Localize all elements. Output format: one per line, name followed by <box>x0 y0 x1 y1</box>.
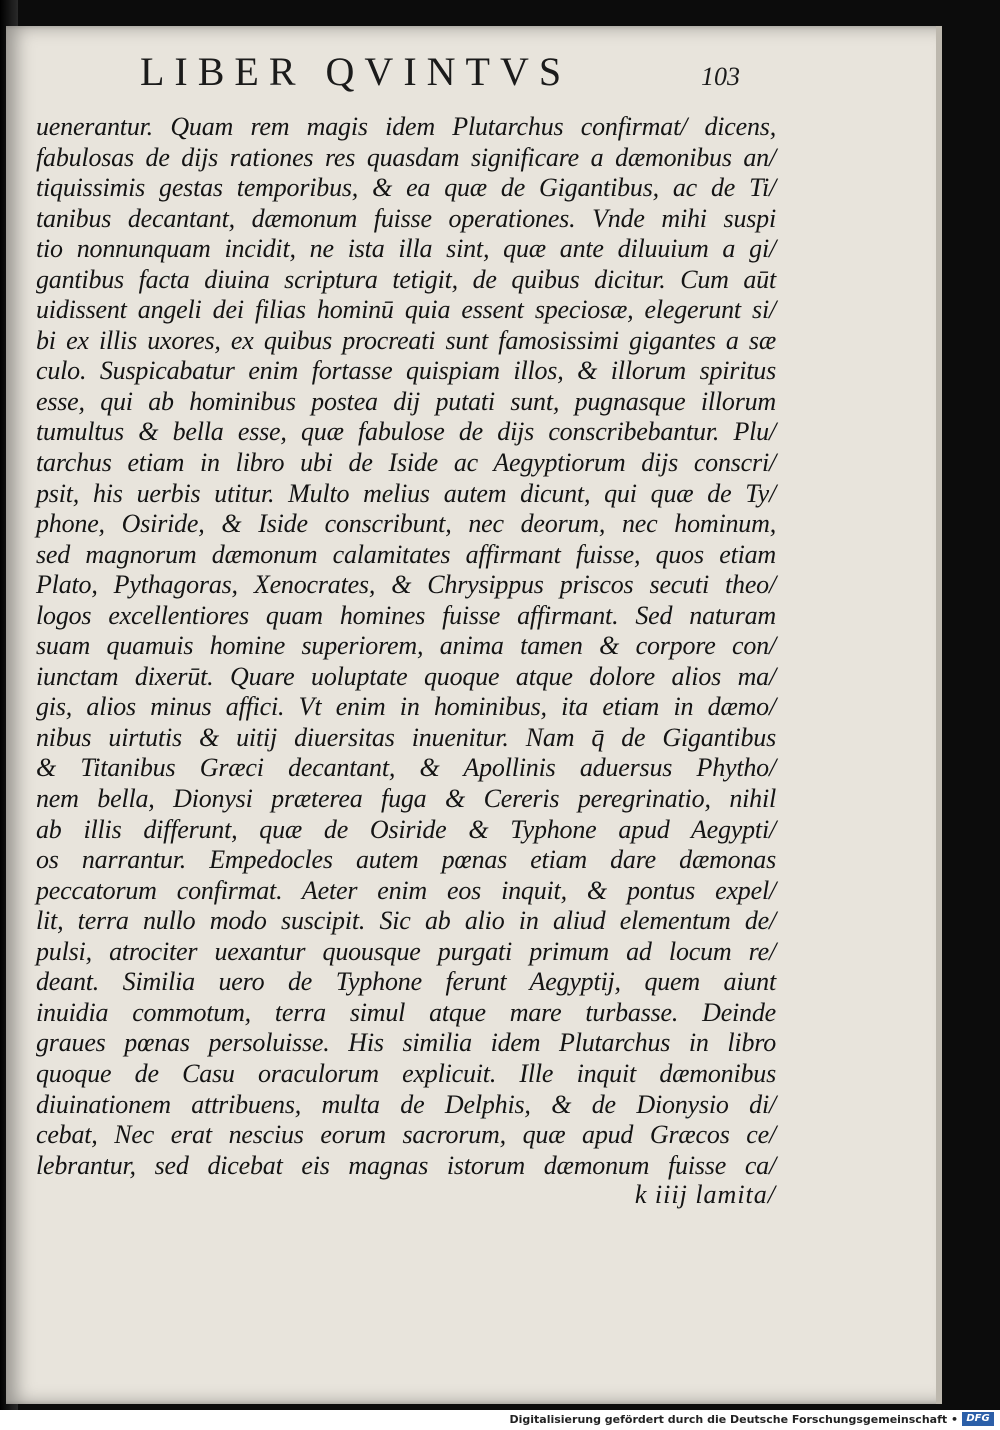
text-line: logos excellentiores quam homines fuisse affirmant. Sed naturam <box>36 600 776 630</box>
text-line: sed magnorum dæmonum calamitates affirmant fuisse, quos etiam <box>36 539 776 569</box>
text-line: esse, qui ab hominibus postea dij putati sunt, pugnasque illorum <box>36 386 776 416</box>
text-line: bi ex illis uxores, ex quibus procreati sunt famosissimi gigantes a sæ <box>36 325 776 355</box>
text-line: nibus uirtutis & uitij diuersitas inuenitur. Nam q̄ de Gigantibus <box>36 722 776 752</box>
text-line: tanibus decantant, dæmonum fuisse operationes. Vnde mihi suspi <box>36 203 776 233</box>
text-line: tiquissimis gestas temporibus, & ea quæ de Gigantibus, ac de Ti/ <box>36 173 776 203</box>
text-line: gantibus facta diuina scriptura tetigit, de quibus dicitur. Cum aūt <box>36 264 776 294</box>
text-line: pulsi, atrociter uexantur quousque purgati primum ad locum re/ <box>36 936 776 966</box>
text-line: deant. Similia uero de Typhone ferunt Aegyptij, quem aiunt <box>36 967 776 997</box>
text-line: tio nonnunquam incidit, ne ista illa sint, quæ ante diluuium a gi/ <box>36 234 776 264</box>
text-line: lebrantur, sed dicebat eis magnas istorum dæmonum fuisse ca/ <box>36 1150 776 1180</box>
text-line: lit, terra nullo modo suscipit. Sic ab alio in aliud elementum de/ <box>36 906 776 936</box>
text-line: os narrantur. Empedocles autem pœnas etiam dare dæmonas <box>36 845 776 875</box>
text-line: Plato, Pythagoras, Xenocrates, & Chrysippus priscos secuti theo/ <box>36 570 776 600</box>
text-line: iunctam dixerūt. Quare uoluptate quoque atque dolore alios ma/ <box>36 661 776 691</box>
page-edge <box>936 26 942 1404</box>
text-line: peccatorum confirmat. Aeter enim eos inquit, & pontus expel/ <box>36 875 776 905</box>
text-line: uidissent angeli dei filias hominū quia essent speciosæ, elegerunt si/ <box>36 295 776 325</box>
text-line: inuidia commotum, terra simul atque mare turbasse. Deinde <box>36 997 776 1027</box>
text-line: cebat, Nec erat nescius eorum sacrorum, quæ apud Græcos ce/ <box>36 1120 776 1150</box>
catchword-row <box>36 1180 776 1210</box>
dfg-logo: DFG <box>962 1412 994 1426</box>
funding-credit: Digitalisierung gefördert durch die Deutsche Forschungsgemeinschaft • <box>509 1413 958 1426</box>
text-line: tarchus etiam in libro ubi de Iside ac Aegyptiorum dijs conscri/ <box>36 448 776 478</box>
text-line: uenerantur. Quam rem magis idem Plutarchus confirmat/ dicens, <box>36 112 776 141</box>
text-line: fabulosas de dijs rationes res quasdam significare a dæmonibus an/ <box>36 142 776 172</box>
catchword: k iiij lamita/ <box>634 1180 776 1209</box>
text-line: graues pœnas persoluisse. His similia idem Plutarchus in libro <box>36 1028 776 1058</box>
text-line: tumultus & bella esse, quæ fabulose de dijs conscribebantur. Plu/ <box>36 417 776 447</box>
text-line: psit, his uerbis utitur. Multo melius autem dicunt, qui quæ de Ty/ <box>36 478 776 508</box>
page-number: 103 <box>701 62 740 91</box>
text-line: & Titanibus Græci decantant, & Apollinis aduersus Phytho/ <box>36 753 776 783</box>
text-line: nem bella, Dionysi præterea fuga & Cereris peregrinatio, nihil <box>36 784 776 814</box>
text-line: suam quamuis homine superiorem, anima tamen & corpore con/ <box>36 631 776 661</box>
text-line: quoque de Casu oraculorum explicuit. Ille inquit dæmonibus <box>36 1058 776 1088</box>
body-text <box>36 112 776 1181</box>
text-line: culo. Suspicabatur enim fortasse quispiam illos, & illorum spiritus <box>36 356 776 386</box>
text-line: gis, alios minus affici. Vt enim in hominibus, ita etiam in dæmo/ <box>36 692 776 722</box>
text-line: diuinationem attribuens, multa de Delphis, & de Dionysio di/ <box>36 1089 776 1119</box>
footer-bar <box>0 1410 1000 1430</box>
running-head <box>140 48 740 95</box>
running-title: LIBER QVINTVS <box>140 49 572 94</box>
text-line: phone, Osiride, & Iside conscribunt, nec deorum, nec hominum, <box>36 509 776 539</box>
text-line: ab illis differunt, quæ de Osiride & Typhone apud Aegypti/ <box>36 814 776 844</box>
